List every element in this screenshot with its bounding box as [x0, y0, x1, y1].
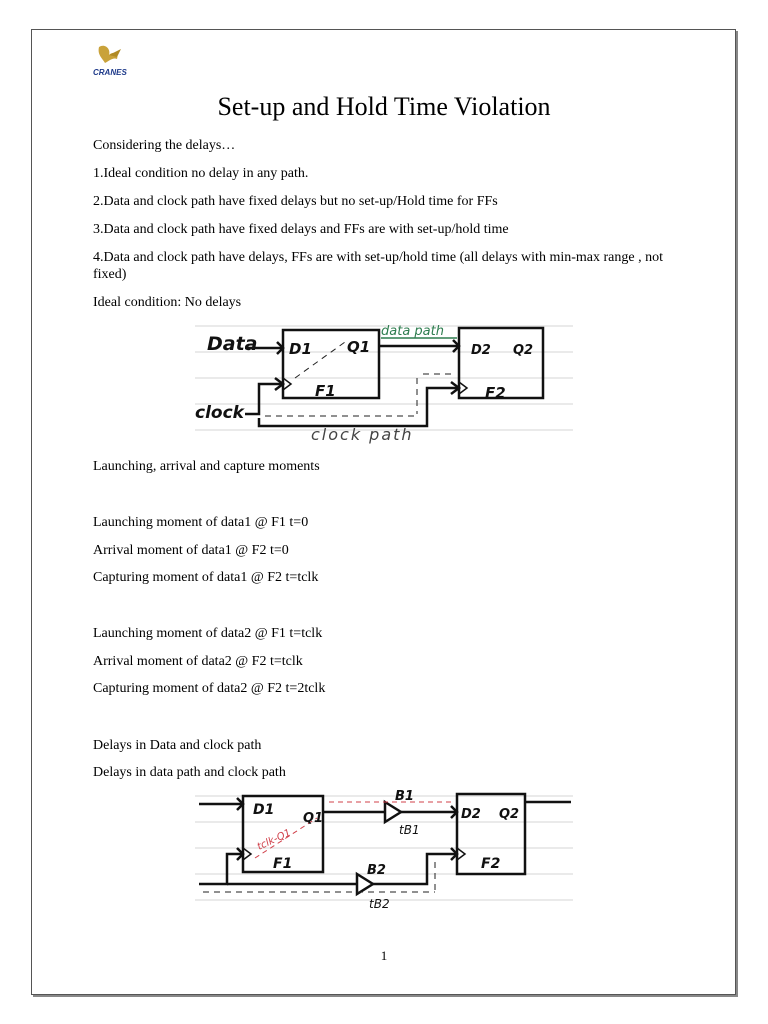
figure-ideal-circuit	[195, 318, 573, 444]
fig1-d2-label: D2	[471, 343, 491, 358]
fig2-b2-label: B2	[367, 863, 386, 878]
logo-text: CRANES	[93, 68, 127, 77]
delays-heading-1: Delays in Data and clock path	[93, 738, 262, 753]
cranes-logo	[91, 41, 131, 79]
moment-data1-launch: Launching moment of data1 @ F1 t=0	[93, 515, 309, 530]
figure-delay-circuit	[195, 788, 573, 914]
fig2-tb2-label: tB2	[369, 897, 390, 911]
moment-data2-launch: Launching moment of data2 @ F1 t=tclk	[93, 626, 323, 641]
fig1-f1-label: F1	[315, 382, 336, 400]
list-item-4: 4.Data and clock path have delays, FFs are with set-up/hold time (all delays with min-max range , not fixed)	[93, 250, 663, 282]
fig2-b1-label: B1	[395, 789, 414, 804]
ideal-heading: Ideal condition: No delays	[93, 295, 242, 310]
fig1-data-path-label: data path	[381, 324, 444, 339]
fig2-q1-label: Q1	[303, 811, 324, 826]
fig1-clock-label: clock	[195, 403, 244, 423]
buffer-b1	[385, 802, 401, 822]
moment-data2-arrival: Arrival moment of data2 @ F2 t=tclk	[93, 654, 303, 669]
fig2-tclk-q1-label: tclk-Q1	[255, 827, 293, 853]
moments-heading: Launching, arrival and capture moments	[93, 459, 320, 474]
list-item-3: 3.Data and clock path have fixed delays and FFs are with set-up/hold time	[93, 222, 509, 237]
delays-heading-2: Delays in data path and clock path	[93, 765, 286, 780]
moment-data1-arrival: Arrival moment of data1 @ F2 t=0	[93, 543, 289, 558]
fig1-q2-label: Q2	[513, 343, 534, 358]
fig2-q2-label: Q2	[499, 807, 520, 822]
moment-data2-capture: Capturing moment of data2 @ F2 t=2tclk	[93, 681, 326, 696]
fig2-d1-label: D1	[253, 802, 275, 818]
fig1-q1-label: Q1	[347, 338, 371, 356]
fig2-d2-label: D2	[461, 807, 481, 822]
fig2-f1-label: F1	[273, 856, 293, 872]
fig1-data-label: Data	[207, 333, 258, 355]
moment-data1-capture: Capturing moment of data1 @ F2 t=tclk	[93, 570, 319, 585]
list-item-1: 1.Ideal condition no delay in any path.	[93, 166, 309, 181]
fig1-f2-label: F2	[485, 384, 506, 402]
fig1-clock-path-label: clock path	[311, 425, 414, 444]
page-number: 1	[380, 948, 388, 963]
fig2-tb1-label: tB1	[399, 823, 420, 837]
page-title: Set-up and Hold Time Violation	[217, 92, 551, 121]
intro-text: Considering the delays…	[93, 138, 236, 153]
fig1-d1-label: D1	[289, 340, 312, 358]
list-item-2: 2.Data and clock path have fixed delays but no set-up/Hold time for FFs	[93, 194, 498, 209]
fig2-f2-label: F2	[481, 856, 501, 872]
